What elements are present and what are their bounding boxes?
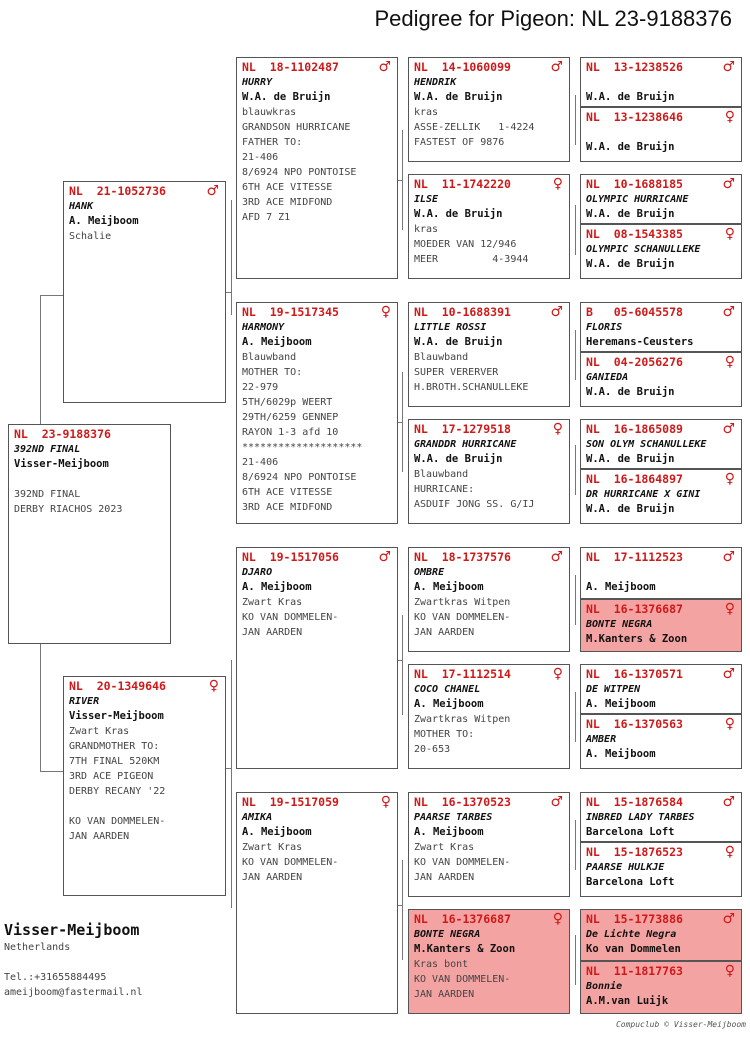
pigeon-name: AMBER xyxy=(586,734,617,745)
pigeon-owner: Ko van Dommelen xyxy=(586,943,681,955)
ring-number xyxy=(586,110,736,125)
female-icon: ♀ xyxy=(724,844,735,860)
ring-text: NL 16-1370523 xyxy=(414,795,511,809)
pigeon-info-line: ******************** xyxy=(242,442,363,453)
pigeon-card-dam-sire[interactable] xyxy=(236,547,398,769)
pigeon-card-g1[interactable] xyxy=(580,57,742,107)
connector-line xyxy=(398,905,402,906)
ring-number xyxy=(586,550,736,565)
pigeon-name: HARMONY xyxy=(242,322,285,333)
pigeon-card-g13[interactable] xyxy=(580,792,742,842)
pigeon-name: INBRED LADY TARBES xyxy=(586,812,695,823)
male-icon: ♂ xyxy=(550,794,563,810)
pigeon-card-g4[interactable] xyxy=(580,224,742,279)
pigeon-name: BONTE NEGRA xyxy=(414,929,481,940)
pigeon-card-dam-dam[interactable] xyxy=(236,792,398,1014)
pigeon-info-line: JAN AARDEN xyxy=(69,831,130,842)
connector-line xyxy=(402,860,403,960)
pigeon-name: OLYMPIC HURRICANE xyxy=(586,194,689,205)
pigeon-info-line: RAYON 1-3 afd 10 xyxy=(242,427,339,438)
pigeon-name: 392ND FINAL xyxy=(14,444,81,455)
ring-number xyxy=(586,355,736,370)
pigeon-owner: A. Meijboom xyxy=(414,698,484,710)
pigeon-info-line: JAN AARDEN xyxy=(414,872,475,883)
pigeon-owner: W.A. de Bruijn xyxy=(586,453,675,465)
pigeon-info-line: Zwartkras Witpen xyxy=(414,714,511,725)
ring-number xyxy=(586,717,736,732)
ring-number xyxy=(69,679,220,694)
ring-text: NL 13-1238526 xyxy=(586,60,683,74)
male-icon: ♂ xyxy=(722,549,735,565)
ring-text: NL 18-1737576 xyxy=(414,550,511,564)
ring-text: NL 20-1349646 xyxy=(69,679,166,693)
ring-number xyxy=(586,795,736,810)
connector-line xyxy=(40,643,41,771)
pigeon-info-line: ASDUIF JONG SS. G/IJ xyxy=(414,499,535,510)
pigeon-info-line: Blauwband xyxy=(414,352,469,363)
ring-text: NL 17-1112523 xyxy=(586,550,683,564)
pigeon-info-line: DERBY RECANY '22 xyxy=(69,786,166,797)
male-icon: ♂ xyxy=(550,549,563,565)
pigeon-info-line: Zwart Kras xyxy=(414,842,475,853)
pigeon-card-g7[interactable] xyxy=(580,419,742,469)
ring-text: NL 16-1370563 xyxy=(586,717,683,731)
pigeon-info-line: 8/6924 NPO PONTOISE xyxy=(242,472,357,483)
footer-credit: Compuclub © Visser-Meijboom xyxy=(615,1020,746,1029)
ring-text: NL 04-2056276 xyxy=(586,355,683,369)
pigeon-card-dam[interactable] xyxy=(63,676,226,896)
pigeon-name: AMIKA xyxy=(242,812,273,823)
pigeon-owner: Barcelona Loft xyxy=(586,826,675,838)
pigeon-info-line: JAN AARDEN xyxy=(242,627,303,638)
ring-number xyxy=(586,472,736,487)
ring-number xyxy=(586,60,736,75)
pigeon-card-g8[interactable] xyxy=(580,469,742,524)
ring-text: NL 08-1543385 xyxy=(586,227,683,241)
pigeon-card-sire-dam[interactable] xyxy=(236,302,398,524)
pigeon-info-line: GRANDSON HURRICANE xyxy=(242,122,351,133)
ring-number xyxy=(586,845,736,860)
pigeon-info-line: 5TH/6029p WEERT xyxy=(242,397,333,408)
male-icon: ♂ xyxy=(722,176,735,192)
pigeon-info-line: 21-406 xyxy=(242,457,279,468)
ring-text: NL 21-1052736 xyxy=(69,184,166,198)
pigeon-owner: A. Meijboom xyxy=(242,826,312,838)
pigeon-card-g11[interactable] xyxy=(580,664,742,714)
ring-number xyxy=(14,427,165,442)
pigeon-owner: Barcelona Loft xyxy=(586,876,675,888)
female-icon: ♀ xyxy=(724,354,735,370)
connector-line xyxy=(398,180,402,181)
ring-number xyxy=(242,550,392,565)
male-icon: ♂ xyxy=(722,794,735,810)
pigeon-info-line: KO VAN DOMMELEN- xyxy=(242,857,339,868)
pigeon-info-line: Schalie xyxy=(69,231,112,242)
connector-line xyxy=(40,295,65,296)
pigeon-owner: W.A. de Bruijn xyxy=(414,91,503,103)
ring-text: NL 19-1517345 xyxy=(242,305,339,319)
pigeon-info-line: HURRICANE: xyxy=(414,484,475,495)
breeder-name: Visser-Meijboom xyxy=(4,921,140,939)
ring-number xyxy=(586,964,736,979)
ring-number xyxy=(586,305,736,320)
ring-number xyxy=(414,305,564,320)
connector-line xyxy=(40,771,65,772)
pigeon-owner: A. Meijboom xyxy=(586,581,656,593)
female-icon: ♀ xyxy=(724,471,735,487)
pigeon-info-line: 3RD ACE MIDFOND xyxy=(242,502,333,513)
pigeon-info-line: 22-979 xyxy=(242,382,279,393)
pigeon-info-line: JAN AARDEN xyxy=(242,872,303,883)
pigeon-info-line: 8/6924 NPO PONTOISE xyxy=(242,167,357,178)
pigeon-owner: A.M.van Luijk xyxy=(586,995,669,1007)
pigeon-card-ddd[interactable] xyxy=(408,909,570,1014)
ring-text: NL 10-1688391 xyxy=(414,305,511,319)
pigeon-info-line: JAN AARDEN xyxy=(414,627,475,638)
pigeon-owner: W.A. de Bruijn xyxy=(414,453,503,465)
pigeon-name: LITTLE ROSSI xyxy=(414,322,487,333)
male-icon: ♂ xyxy=(722,59,735,75)
pigeon-card-sds[interactable] xyxy=(408,302,570,407)
pigeon-card-sire-sire[interactable] xyxy=(236,57,398,279)
female-icon: ♀ xyxy=(724,601,735,617)
pigeon-info-line: GRANDMOTHER TO: xyxy=(69,741,160,752)
pigeon-info-line: Blauwband xyxy=(414,469,469,480)
pigeon-name: COCO CHANEL xyxy=(414,684,481,695)
pigeon-info-line: FASTEST OF 9876 xyxy=(414,137,505,148)
pigeon-info-line: ASSE-ZELLIK 1-4224 xyxy=(414,122,535,133)
pigeon-owner: W.A. de Bruijn xyxy=(242,91,331,103)
ring-text: NL 11-1817763 xyxy=(586,964,683,978)
pigeon-name: OLYMPIC SCHANULLEKE xyxy=(586,244,701,255)
female-icon: ♀ xyxy=(380,304,391,320)
pigeon-info-line: H.BROTH.SCHANULLEKE xyxy=(414,382,529,393)
female-icon: ♀ xyxy=(724,226,735,242)
female-icon: ♀ xyxy=(724,716,735,732)
pigeon-owner: W.A. de Bruijn xyxy=(586,503,675,515)
ring-number xyxy=(242,795,392,810)
connector-line xyxy=(402,130,403,230)
pigeon-name: DE WITPEN xyxy=(586,684,641,695)
pigeon-name: GANIEDA xyxy=(586,372,629,383)
breeder-email[interactable]: ameijboom@fastermail.nl xyxy=(4,987,143,998)
pigeon-owner: W.A. de Bruijn xyxy=(586,258,675,270)
male-icon: ♂ xyxy=(722,911,735,927)
female-icon: ♀ xyxy=(552,666,563,682)
pigeon-owner: A. Meijboom xyxy=(242,336,312,348)
pigeon-info-line: MOTHER TO: xyxy=(242,367,303,378)
pigeon-info-line: JAN AARDEN xyxy=(414,989,475,1000)
female-icon: ♀ xyxy=(380,794,391,810)
ring-number xyxy=(414,60,564,75)
ring-text: NL 23-9188376 xyxy=(14,427,111,441)
pigeon-owner: W.A. de Bruijn xyxy=(414,208,503,220)
pigeon-info-line: Kras bont xyxy=(414,959,469,970)
pigeon-owner: W.A. de Bruijn xyxy=(586,386,675,398)
ring-number xyxy=(586,667,736,682)
pigeon-info-line: 6TH ACE VITESSE xyxy=(242,487,333,498)
connector-line xyxy=(575,935,576,985)
pigeon-name: HENDRIK xyxy=(414,77,457,88)
connector-line xyxy=(575,95,576,145)
connector-line xyxy=(575,820,576,870)
pigeon-owner: Visser-Meijboom xyxy=(14,458,109,470)
ring-number xyxy=(586,177,736,192)
ring-text: NL 11-1742220 xyxy=(414,177,511,191)
connector-line xyxy=(231,660,232,908)
male-icon: ♂ xyxy=(378,549,391,565)
pigeon-info-line: AFD 7 Z1 xyxy=(242,212,291,223)
ring-number xyxy=(242,60,392,75)
pigeon-card-g3[interactable] xyxy=(580,174,742,224)
connector-line xyxy=(40,295,41,425)
pigeon-name: PAARSE TARBES xyxy=(414,812,493,823)
pigeon-info-line: kras xyxy=(414,224,439,235)
connector-line xyxy=(402,372,403,472)
connector-line xyxy=(575,575,576,625)
pigeon-name: FLORIS xyxy=(586,322,623,333)
pigeon-info-line: KO VAN DOMMELEN- xyxy=(414,974,511,985)
breeder-info xyxy=(4,920,142,1000)
pigeon-card-dss[interactable] xyxy=(408,547,570,652)
pigeon-info-line: 20-653 xyxy=(414,744,451,755)
pigeon-info-line: MEER 4-3944 xyxy=(414,254,529,265)
ring-number xyxy=(586,602,736,617)
ring-text: NL 16-1376687 xyxy=(414,912,511,926)
pigeon-owner: A. Meijboom xyxy=(414,581,484,593)
male-icon: ♂ xyxy=(378,59,391,75)
female-icon: ♀ xyxy=(552,176,563,192)
pigeon-owner: W.A. de Bruijn xyxy=(414,336,503,348)
pigeon-info-line: kras xyxy=(414,107,439,118)
pigeon-info-line: SUPER VERERVER xyxy=(414,367,499,378)
pigeon-owner: A. Meijboom xyxy=(414,826,484,838)
female-icon: ♀ xyxy=(724,963,735,979)
pigeon-card-g2[interactable] xyxy=(580,107,742,162)
pigeon-card-ssd[interactable] xyxy=(408,174,570,279)
pigeon-info-line: 3RD ACE MIDFOND xyxy=(242,197,333,208)
connector-line xyxy=(231,200,232,315)
connector-line xyxy=(226,292,231,293)
pigeon-info-line: Zwart Kras xyxy=(242,842,303,853)
female-icon: ♀ xyxy=(552,911,563,927)
pigeon-card-g9[interactable] xyxy=(580,547,742,599)
connector-line xyxy=(402,615,403,715)
pigeon-info-line: KO VAN DOMMELEN- xyxy=(414,857,511,868)
pigeon-name: OMBRE xyxy=(414,567,445,578)
pigeon-owner: M.Kanters & Zoon xyxy=(414,943,516,955)
male-icon: ♂ xyxy=(550,304,563,320)
connector-line xyxy=(575,330,576,380)
pigeon-card-g10[interactable] xyxy=(580,599,742,652)
pigeon-info-line: Zwart Kras xyxy=(69,726,130,737)
breeder-country: Netherlands xyxy=(4,942,71,953)
pigeon-info-line: 7TH FINAL 520KM xyxy=(69,756,160,767)
pigeon-info-line: DERBY RIACHOS 2023 xyxy=(14,504,123,515)
pigeon-card-g15[interactable] xyxy=(580,909,742,961)
ring-text: NL 15-1876523 xyxy=(586,845,683,859)
connector-line xyxy=(398,422,402,423)
ring-text: NL 15-1773886 xyxy=(586,912,683,926)
ring-text: NL 16-1376687 xyxy=(586,602,683,616)
connector-line xyxy=(575,205,576,255)
pigeon-info-line: KO VAN DOMMELEN- xyxy=(69,816,166,827)
ring-text: NL 17-1112514 xyxy=(414,667,511,681)
pigeon-owner: A. Meijboom xyxy=(69,215,139,227)
ring-text: NL 16-1864897 xyxy=(586,472,683,486)
pigeon-name: HURRY xyxy=(242,77,273,88)
pigeon-name: RIVER xyxy=(69,696,100,707)
pigeon-info-line: MOEDER VAN 12/946 xyxy=(414,239,517,250)
ring-number xyxy=(586,422,736,437)
pigeon-info-line: Zwartkras Witpen xyxy=(414,597,511,608)
female-icon: ♀ xyxy=(552,421,563,437)
pigeon-owner: W.A. de Bruijn xyxy=(586,141,675,153)
pigeon-info-line: FATHER TO: xyxy=(242,137,303,148)
ring-number xyxy=(414,912,564,927)
ring-text: NL 13-1238646 xyxy=(586,110,683,124)
male-icon: ♂ xyxy=(206,183,219,199)
female-icon: ♀ xyxy=(208,678,219,694)
pigeon-name: BONTE NEGRA xyxy=(586,619,653,630)
pigeon-info-line: MOTHER TO: xyxy=(414,729,475,740)
male-icon: ♂ xyxy=(550,59,563,75)
female-icon: ♀ xyxy=(724,109,735,125)
ring-number xyxy=(242,305,392,320)
pigeon-owner: W.A. de Bruijn xyxy=(586,91,675,103)
pigeon-owner: A. Meijboom xyxy=(242,581,312,593)
pigeon-name: DJARO xyxy=(242,567,273,578)
male-icon: ♂ xyxy=(722,304,735,320)
ring-number xyxy=(414,667,564,682)
pigeon-owner: M.Kanters & Zoon xyxy=(586,633,688,645)
connector-line xyxy=(575,692,576,742)
ring-number xyxy=(414,550,564,565)
pigeon-name: GRANDDR HURRICANE xyxy=(414,439,517,450)
pigeon-card-g5[interactable] xyxy=(580,302,742,352)
pigeon-info-line: 3RD ACE PIGEON xyxy=(69,771,154,782)
pigeon-name: De Lichte Negra xyxy=(586,929,677,940)
pigeon-card-subject[interactable] xyxy=(8,424,171,644)
ring-text: NL 10-1688185 xyxy=(586,177,683,191)
connector-line xyxy=(575,445,576,495)
pigeon-info-line: Zwart Kras xyxy=(242,597,303,608)
ring-text: NL 19-1517056 xyxy=(242,550,339,564)
pigeon-owner: Heremans-Ceusters xyxy=(586,336,694,348)
ring-number xyxy=(586,227,736,242)
pigeon-card-dsd[interactable] xyxy=(408,664,570,769)
connector-line xyxy=(398,660,402,661)
pigeon-info-line: KO VAN DOMMELEN- xyxy=(242,612,339,623)
page-title: Pedigree for Pigeon: NL 23-9188376 xyxy=(374,6,732,31)
pigeon-info-line: KO VAN DOMMELEN- xyxy=(414,612,511,623)
pigeon-name: PAARSE HULKJE xyxy=(586,862,665,873)
pigeon-info-line: 29TH/6259 GENNEP xyxy=(242,412,339,423)
pigeon-name: HANK xyxy=(69,201,94,212)
pigeon-owner: Visser-Meijboom xyxy=(69,710,164,722)
ring-number xyxy=(414,422,564,437)
pigeon-name: ILSE xyxy=(414,194,439,205)
male-icon: ♂ xyxy=(722,666,735,682)
pigeon-name: DR HURRICANE X GINI xyxy=(586,489,701,500)
male-icon: ♂ xyxy=(722,421,735,437)
ring-number xyxy=(414,177,564,192)
pigeon-card-g14[interactable] xyxy=(580,842,742,897)
ring-text: NL 16-1370571 xyxy=(586,667,683,681)
ring-number xyxy=(586,912,736,927)
ring-text: NL 18-1102487 xyxy=(242,60,339,74)
pigeon-name: Bonnie xyxy=(586,981,623,992)
pigeon-card-g12[interactable] xyxy=(580,714,742,769)
ring-text: B 05-6045578 xyxy=(586,305,683,319)
breeder-phone: Tel.:+31655884495 xyxy=(4,972,107,983)
pigeon-info-line: 6TH ACE VITESSE xyxy=(242,182,333,193)
pigeon-info-line: Blauwband xyxy=(242,352,297,363)
pigeon-owner: A. Meijboom xyxy=(586,748,656,760)
pigeon-card-sdd[interactable] xyxy=(408,419,570,524)
ring-text: NL 15-1876584 xyxy=(586,795,683,809)
pigeon-card-g16[interactable] xyxy=(580,961,742,1014)
pigeon-owner: A. Meijboom xyxy=(586,698,656,710)
pigeon-info-line: 392ND FINAL xyxy=(14,489,81,500)
pigeon-card-sire[interactable] xyxy=(63,181,226,403)
ring-text: NL 17-1279518 xyxy=(414,422,511,436)
pigeon-card-dds[interactable] xyxy=(408,792,570,897)
pigeon-card-sss[interactable] xyxy=(408,57,570,162)
connector-line xyxy=(226,768,231,769)
pigeon-info-line: blauwkras xyxy=(242,107,297,118)
ring-text: NL 14-1060099 xyxy=(414,60,511,74)
ring-number xyxy=(414,795,564,810)
ring-text: NL 19-1517059 xyxy=(242,795,339,809)
ring-text: NL 16-1865089 xyxy=(586,422,683,436)
pigeon-info-line: 21-406 xyxy=(242,152,279,163)
ring-number xyxy=(69,184,220,199)
pigeon-name: SON OLYM SCHANULLEKE xyxy=(586,439,707,450)
pigeon-card-g6[interactable] xyxy=(580,352,742,407)
pigeon-owner: W.A. de Bruijn xyxy=(586,208,675,220)
